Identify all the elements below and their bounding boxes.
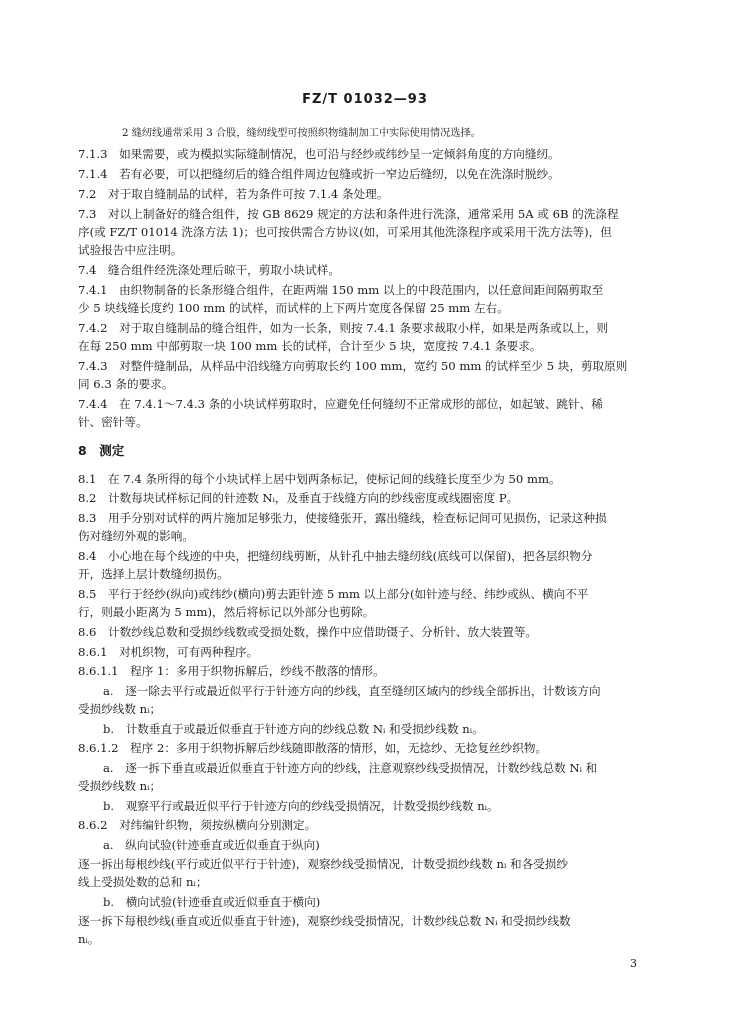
clause-8-3-cont: 伤对缝纫外观的影响。	[78, 529, 194, 543]
clause-8-6-1-2: 8.6.1.2 程序 2：多用于织物拆解后纱线随即散落的情形，如，无捻纱、无捻复丝纱织物。	[78, 741, 548, 755]
list-item-a-cont: 受损纱线数 nᵢ；	[78, 702, 162, 716]
page-number: 3	[630, 957, 637, 970]
clause-8-6: 8.6 计数纱线总数和受损纱线数或受损处数，操作中应借助镊子、分析针、放大装置等。	[78, 625, 538, 639]
paragraph-line-cont: 线上受损处数的总和 nᵢ；	[78, 875, 208, 889]
list-item-b: b. 观察平行或最近似平行于针迹方向的纱线受损情况，计数受损纱线数 nᵢ。	[103, 799, 499, 813]
list-item-b: b. 计数垂直于或最近似垂直于针迹方向的纱线总数 Nᵢ 和受损纱线数 nᵢ。	[103, 722, 484, 736]
clause-8-6-1: 8.6.1 对机织物，可有两种程序。	[78, 645, 259, 659]
paragraph-line-cont: nᵢ。	[78, 932, 100, 946]
clause-8-6-2: 8.6.2 对纬编针织物，须按纵横向分别测定。	[78, 818, 317, 832]
clause-7-4-1: 7.4.1 由织物制备的长条形缝合组件，在距两端 150 mm 以上的中段范围内，以任意间距间隔剪取至	[78, 283, 604, 297]
clause-7-1-4: 7.1.4 若有必要，可以把缝纫后的缝合组件周边包缝或折一窄边后缝纫，以免在洗涤时脱纱。	[78, 167, 560, 181]
clause-7-2: 7.2 对于取自缝制品的试样，若为条件可按 7.1.4 条处理。	[78, 187, 389, 201]
section-8-heading: 8 测定	[78, 444, 125, 458]
clause-8-4-cont: 开，选择上层计数缝纫损伤。	[78, 567, 229, 581]
clause-7-4-2: 7.4.2 对于取自缝制品的缝合组件，如为一长条，则按 7.4.1 条要求裁取小样，如果是两条或以上，则	[78, 321, 609, 335]
clause-7-4-4: 7.4.4 在 7.4.1～7.4.3 条的小块试样剪取时，应避免任何缝纫不正常成形的部位，如起皱、跳针、稀	[78, 397, 603, 411]
clause-8-3: 8.3 用手分别对试样的两片施加足够张力，使接缝张开，露出缝线，检查标记间可见损伤，记录这种损	[78, 511, 607, 525]
clause-8-5-cont: 行，则最小距离为 5 mm)，然后将标记以外部分也剪除。	[78, 605, 375, 619]
clause-8-5: 8.5 平行于经纱(纵向)或纬纱(横向)剪去距针迹 5 mm 以上部分(如针迹与经、纬纱或纵、横向不平	[78, 587, 589, 601]
list-item-a: a. 逐一拆下垂直或最近似垂直于针迹方向的纱线，注意观察纱线受损情况，计数纱线总数 Nᵢ 和	[103, 761, 598, 775]
list-item-a: a. 逐一除去平行或最近似平行于针迹方向的纱线，直至缝纫区域内的纱线全部拆出，计数该方向	[103, 684, 601, 698]
list-item-a-cont: 受损纱线数 nᵢ；	[78, 779, 162, 793]
clause-7-4-4-cont: 针、密针等。	[78, 415, 148, 429]
clause-7-4-3: 7.4.3 对整件缝制品，从样品中沿线缝方向剪取长约 100 mm，宽约 50 mm 的试样至少 5 块，剪取原则	[78, 359, 628, 373]
clause-7-1-3: 7.1.3 如果需要，或为模拟实际缝制情况，也可沿与经纱或纬纱呈一定倾斜角度的方向缝纫。	[78, 147, 560, 161]
clause-7-3: 7.3 对以上制备好的缝合组件，按 GB 8629 规定的方法和条件进行洗涤，通常采用 5A 或 6B 的洗涤程	[78, 207, 619, 221]
clause-7-3-cont: 试验报告中应注明。	[78, 243, 183, 257]
clause-7-4-2-cont: 在每 250 mm 中部剪取一块 100 mm 长的试样，合计至少 5 块，宽度按 7.4.1 条要求。	[78, 339, 542, 353]
clause-8-2: 8.2 计数每块试样标记间的针迹数 Nᵢ，及垂直于线缝方向的纱线密度或线圈密度 P。	[78, 491, 519, 505]
clause-7-4-3-cont: 同 6.3 条的要求。	[78, 377, 174, 391]
clause-7-4: 7.4 缝合组件经洗涤处理后晾干，剪取小块试样。	[78, 263, 340, 277]
clause-7-4-1-cont: 少 5 块线缝长度约 100 mm 的试样，而试样的上下两片宽度各保留 25 mm 左右。	[78, 301, 509, 315]
note-line: 2 缝纫线通常采用 3 合股，缝纫线型可按照织物缝制加工中实际使用情况选择。	[122, 128, 481, 139]
list-item-a: a. 纵向试验(针迹垂直或近似垂直于纵向)	[103, 838, 320, 852]
paragraph-line: 逐一拆下每根纱线(垂直或近似垂直于针迹)，观察纱线受损情况，计数纱线总数 Nᵢ 和受损纱线数	[78, 914, 571, 928]
clause-7-3-cont: 序(或 FZ/T 01014 洗涤方法 1)；也可按供需合方协议(如，可采用其他洗涤程序或采用干洗方法等)，但	[78, 225, 612, 239]
standard-number-header: FZ/T 01032—93	[302, 92, 428, 107]
paragraph-line: 逐一拆出每根纱线(平行或近似平行于针迹)，观察纱线受损情况，计数受损纱线数 nᵢ 和各受损纱	[78, 857, 568, 871]
clause-8-6-1-1: 8.6.1.1 程序 1：多用于织物拆解后，纱线不散落的情形。	[78, 664, 385, 678]
clause-8-1: 8.1 在 7.4 条所得的每个小块试样上居中划两条标记，使标记间的线缝长度至少为 50 mm。	[78, 472, 561, 486]
list-item-b: b. 横向试验(针迹垂直或近似垂直于横向)	[103, 895, 321, 909]
clause-8-4: 8.4 小心地在每个线迹的中央，把缝纫线剪断，从针孔中抽去缝纫线(底线可以保留)，把各层织物分	[78, 549, 593, 563]
